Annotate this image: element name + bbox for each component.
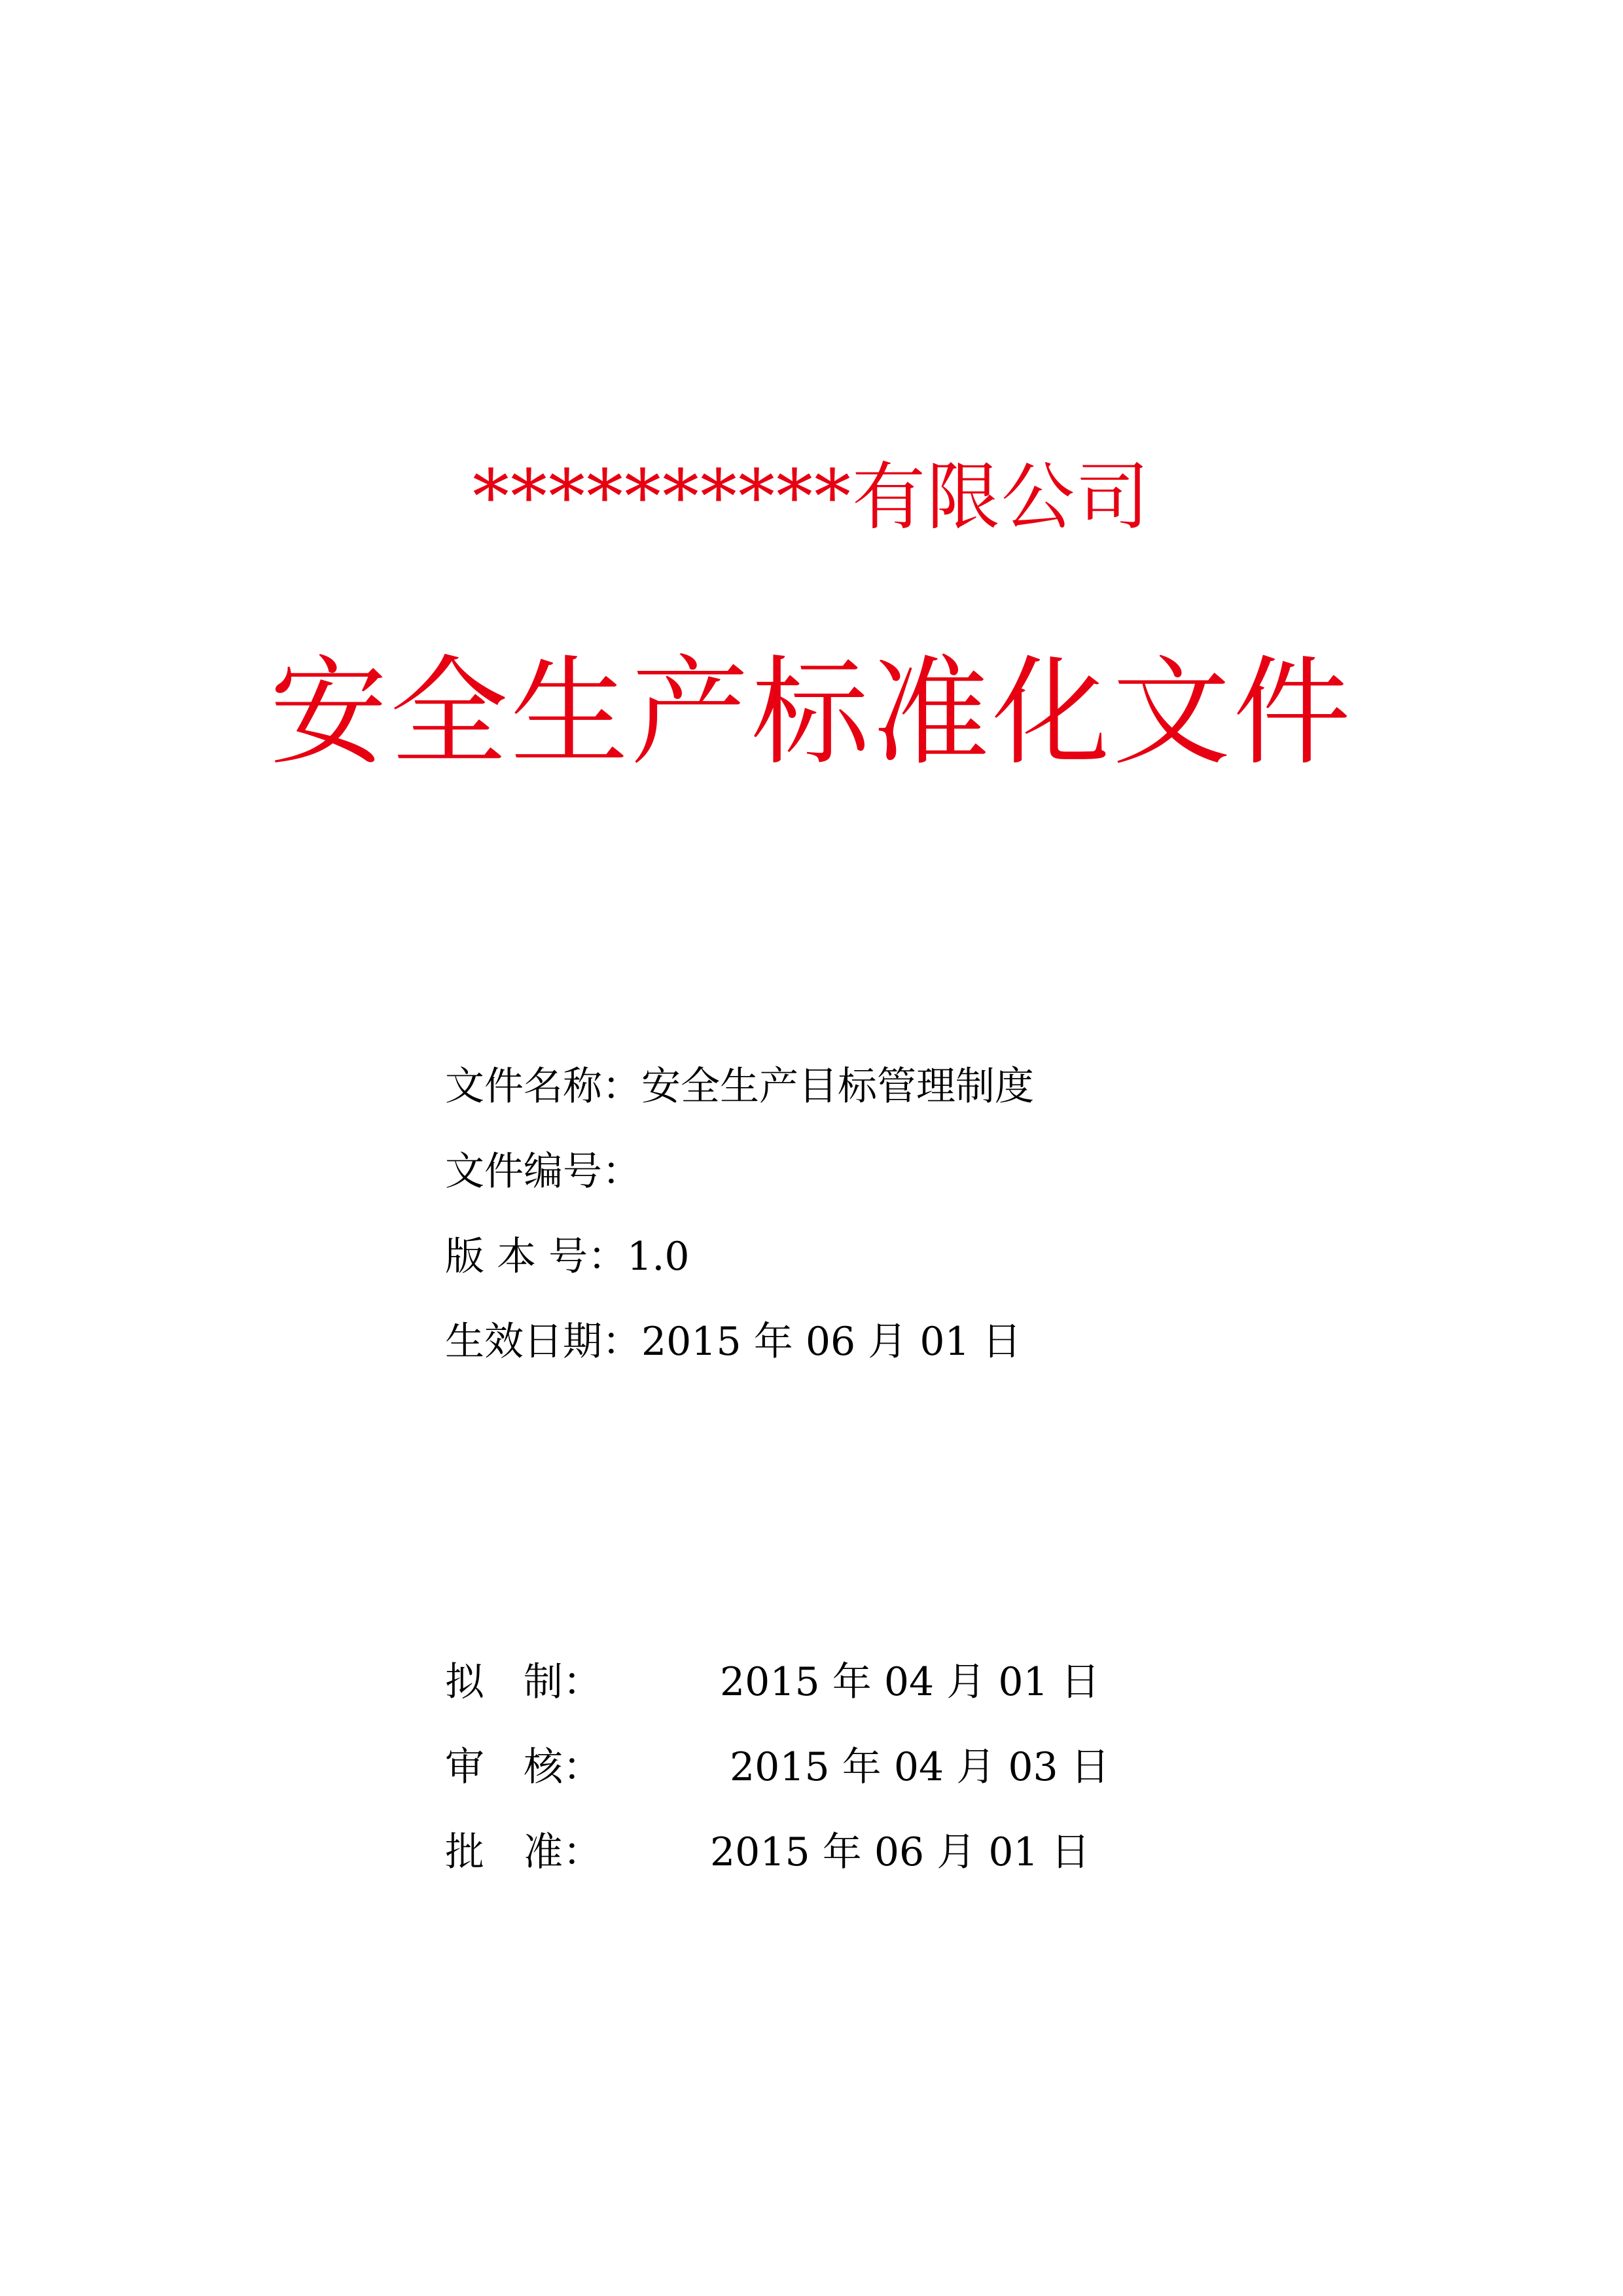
version-value: 1.0 [627, 1234, 690, 1280]
approved-label: 批 准： [445, 1829, 602, 1875]
file-number-label: 文件编号： [445, 1149, 641, 1194]
approved-date: 2015 年 06 月 01 日 [710, 1829, 1090, 1875]
reviewed-row [445, 1741, 1230, 1793]
reviewed-date: 2015 年 04 月 03 日 [730, 1744, 1110, 1790]
effective-date-label: 生效日期： [445, 1319, 641, 1365]
reviewed-label: 审 核： [445, 1744, 602, 1790]
version-row [445, 1230, 690, 1283]
file-name-row [445, 1060, 1034, 1113]
approved-row [445, 1826, 1230, 1878]
drafted-label: 拟 制： [445, 1659, 602, 1705]
document-main-title: 安全生产标准化文件 [269, 645, 1353, 781]
file-number-row [445, 1145, 641, 1198]
drafted-row [445, 1656, 1230, 1708]
file-name-label: 文件名称： [445, 1064, 641, 1109]
drafted-date: 2015 年 04 月 01 日 [720, 1659, 1100, 1705]
effective-date-row [445, 1316, 1022, 1368]
version-label: 版 本 号： [445, 1234, 628, 1280]
effective-date-value: 2015 年 06 月 01 日 [641, 1319, 1022, 1365]
company-name: **********有限公司 [473, 455, 1150, 540]
file-name-value: 安全生产目标管理制度 [641, 1064, 1034, 1109]
